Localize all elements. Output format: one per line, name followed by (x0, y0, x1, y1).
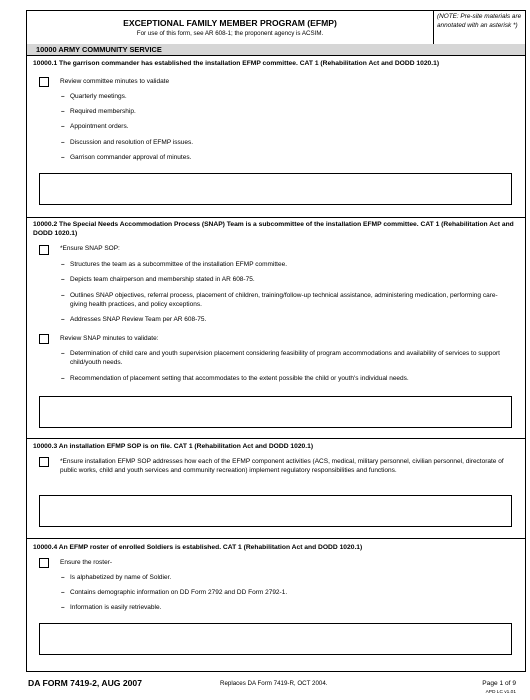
bullet-item: – Garrison commander approval of minutes. (61, 154, 192, 161)
dash-icon: – (61, 139, 65, 146)
checklist-item-10000-2 (27, 218, 525, 439)
form-number: DA FORM 7419-2, AUG 2007 (28, 678, 142, 688)
bullet-item: – Depicts team chairperson and membership stated in AR 608-75. (61, 276, 255, 283)
bullet-item: – Recommendation of placement setting that accommodates to the extent possible the child or youth's individual needs. (61, 375, 409, 382)
bullet-item: – Appointment orders. (61, 123, 129, 130)
bullet-item: – Discussion and resolution of EFMP issues. (61, 139, 194, 146)
comment-box[interactable] (39, 495, 512, 527)
item-title: 10000.4 An EFMP roster of enrolled Soldiers is established. CAT 1 (Rehabilitation Act and DODD 1020.1) (33, 544, 363, 551)
dash-icon: – (61, 589, 65, 596)
item-title: 10000.2 The Special Needs Accommodation Process (SNAP) Team is a subcommittee of the installation EFMP committee. CAT 1 (Rehabilitation Act and DODD 1020.1) (33, 221, 514, 238)
efmp-form (26, 10, 526, 672)
snap-minutes-checkbox[interactable] (39, 334, 49, 344)
dash-icon: – (61, 108, 65, 115)
dash-icon: – (61, 574, 65, 581)
dash-icon: – (61, 276, 65, 283)
bullet-item: – Information is easily retrievable. (61, 604, 162, 611)
dash-icon: – (61, 154, 65, 161)
comment-box[interactable] (39, 623, 512, 655)
check-text: *Ensure SNAP SOP: (60, 245, 120, 252)
roster-checkbox[interactable] (39, 558, 49, 568)
bullet-item: – Is alphabetized by name of Soldier. (61, 574, 172, 581)
efmp-sop-checkbox[interactable] (39, 457, 49, 467)
checklist-item-10000-4 (27, 539, 525, 671)
form-header (27, 11, 525, 45)
bullet-item: – Addresses SNAP Review Team per AR 608-75. (61, 316, 207, 323)
bullet-item: – Structures the team as a subcommittee of the installation EFMP committee. (61, 261, 288, 268)
dash-icon: – (61, 350, 65, 357)
dash-icon: – (61, 261, 65, 268)
comment-box[interactable] (39, 173, 512, 205)
form-title: EXCEPTIONAL FAMILY MEMBER PROGRAM (EFMP) (123, 18, 337, 28)
item-title: 10000.1 The garrison commander has established the installation EFMP committee. CAT 1 (Rehabilitation Act and DODD 1020.1) (33, 60, 440, 67)
dash-icon: – (61, 93, 65, 100)
bullet-item: – Outlines SNAP objectives, referral process, placement of children, training/follow-up technical assistance, administering medication, performing care-giving health practices, and policy exceptions. (61, 292, 498, 308)
review-checkbox[interactable] (39, 77, 49, 87)
check-text: Review SNAP minutes to validate: (60, 335, 159, 342)
bullet-item: – Required membership. (61, 108, 136, 115)
presite-note: (NOTE: Pre-site materials are annotated with an asterisk *) (433, 11, 525, 44)
dash-icon: – (61, 316, 65, 323)
check-text: Review committee minutes to validate (60, 78, 170, 85)
dash-icon: – (61, 123, 65, 130)
section-title: 10000 ARMY COMMUNITY SERVICE (36, 45, 162, 54)
replaces-note: Replaces DA Form 7419-R, OCT 2004. (220, 680, 328, 687)
checklist-item-10000-3 (27, 439, 525, 539)
item-title: 10000.3 An installation EFMP SOP is on file. CAT 1 (Rehabilitation Act and DODD 1020.1) (33, 443, 314, 450)
page-number: Page 1 of 9 (482, 680, 516, 687)
section-header (27, 44, 525, 56)
version-label: APD LC v1.01 (485, 690, 516, 695)
snap-sop-checkbox[interactable] (39, 245, 49, 255)
bullet-item: – Determination of child care and youth supervision placement considering feasibility of program accommodations and availability of services to support child/youth needs. (61, 350, 500, 366)
dash-icon: – (61, 604, 65, 611)
check-text: Ensure the roster- (60, 559, 113, 566)
dash-icon: – (61, 375, 65, 382)
dash-icon: – (61, 292, 65, 299)
check-text: *Ensure installation EFMP SOP addresses how each of the EFMP component activities (ACS, medical, military personnel, civilian personnel, directorate of public works, child and youth services and community recreation) implement regulatory responsibilities and functions. (60, 458, 504, 474)
form-footer (0, 672, 530, 700)
bullet-item: – Quarterly meetings. (61, 93, 127, 100)
form-subtitle: For use of this form, see AR 608-1; the proponent agency is ACSIM. (136, 30, 324, 37)
bullet-item: – Contains demographic information on DD Form 2792 and DD Form 2792-1. (61, 589, 288, 596)
checklist-item-10000-1 (27, 56, 525, 218)
comment-box[interactable] (39, 396, 512, 428)
